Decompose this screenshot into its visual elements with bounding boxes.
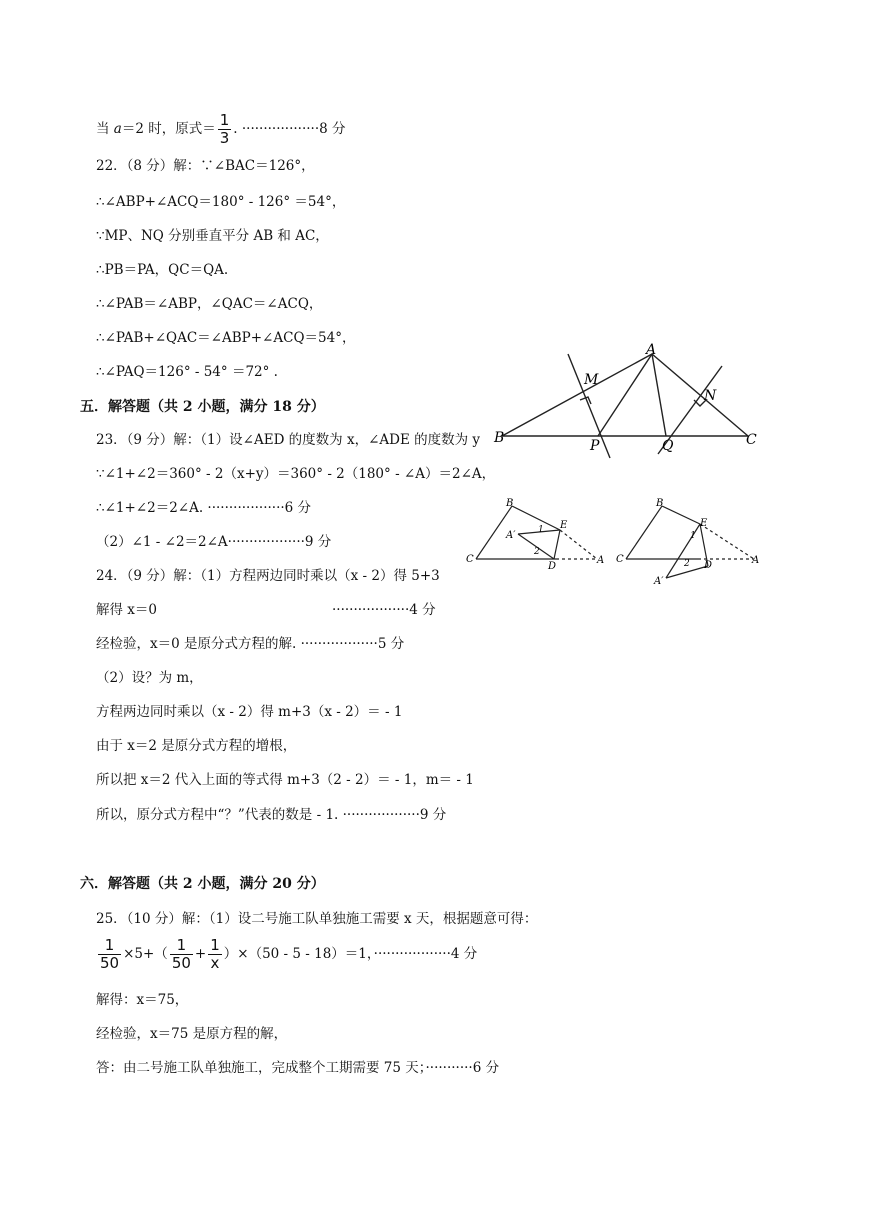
line-5: ∴PB＝PA，QC＝QA. bbox=[96, 262, 229, 278]
fig1-label-m: M bbox=[584, 372, 599, 388]
line-14: 解得 x＝0 bbox=[96, 602, 157, 618]
fig3-angle-1: 1 bbox=[690, 531, 696, 541]
fraction-1-50-b: $\frac{1}{50}$ bbox=[171, 936, 191, 972]
fig1-label-q: Q bbox=[662, 438, 674, 454]
fig3-label-d: D bbox=[704, 560, 713, 571]
line-25-heading: 25．（10 分）解：（1）设二号施工队单独施工需要 x 天，根据题意可得： bbox=[96, 911, 538, 927]
line-23: 解得：x＝75， bbox=[96, 992, 189, 1008]
fig2-label-a-prime: A′ bbox=[506, 530, 516, 541]
line-16: （2）设？为 m， bbox=[96, 670, 203, 686]
line-3: ∴∠ABP+∠ACQ＝180° ‐ 126° ＝54°， bbox=[96, 194, 346, 210]
fig3-label-c: C bbox=[616, 554, 624, 565]
line-24: 经检验，x＝75 是原方程的解， bbox=[96, 1026, 288, 1042]
fig2-label-b: B bbox=[506, 498, 514, 509]
fig1-label-n: N bbox=[704, 388, 717, 404]
fraction-1-x: $\frac{1}{x}$ bbox=[210, 936, 220, 972]
line-4: ∵MP、NQ 分别垂直平分 AB 和 AC， bbox=[96, 228, 329, 244]
section-6-heading: 六．解答题（共 2 小题，满分 20 分） bbox=[80, 876, 325, 892]
fig2-label-e: E bbox=[560, 520, 568, 531]
fig3-angle-2: 2 bbox=[684, 559, 690, 569]
line-25: 答：由二号施工队单独施工，完成整个工期需要 75 天；···········6 分 bbox=[96, 1060, 500, 1076]
fig1-label-a: A bbox=[646, 342, 657, 358]
fig3-label-e: E bbox=[700, 518, 708, 529]
section-5-heading: 五．解答题（共 2 小题，满分 18 分） bbox=[80, 399, 325, 415]
line-24-heading: 24．（9 分）解：（1）方程两边同时乘以（x ‐ 2）得 5+3 bbox=[96, 568, 440, 584]
figure-triangle-bisectors bbox=[480, 342, 780, 462]
fig2-label-c: C bbox=[466, 554, 474, 565]
line-11: ∴∠1+∠2＝2∠A. ··················6 分 bbox=[96, 500, 312, 516]
line-1: 当 a＝2 时，原式＝ $\frac{1}{3}$ . ··················8 分 bbox=[96, 111, 346, 147]
fig3-label-a-prime: A′ bbox=[654, 576, 664, 587]
line-15: 经检验，x＝0 是原分式方程的解. ··················5 分 bbox=[96, 636, 405, 652]
fig2-label-d: D bbox=[548, 561, 557, 572]
fig2-angle-1: 1 bbox=[538, 525, 544, 535]
line-20: 所以，原分式方程中“？”代表的数是 ‐ 1. ··················9 分 bbox=[96, 807, 447, 823]
line-12: （2）∠1 ‐ ∠2＝2∠A··················9 分 bbox=[96, 534, 332, 550]
figure-fold-inside bbox=[462, 496, 605, 576]
line-19: 所以把 x＝2 代入上面的等式得 m+3（2 ‐ 2）＝ ‐ 1，m＝ ‐ 1 bbox=[96, 772, 474, 788]
fig2-label-a: A bbox=[597, 555, 605, 566]
line-8: ∴∠PAQ＝126° ‐ 54° ＝72° . bbox=[96, 364, 278, 380]
line-22-heading: 22．（8 分）解：∵∠BAC＝126°， bbox=[96, 158, 315, 174]
figure-fold-outside bbox=[612, 496, 762, 588]
fig2-angle-2: 2 bbox=[534, 547, 540, 557]
fig1-label-b: B bbox=[494, 430, 505, 446]
line-17: 方程两边同时乘以（x ‐ 2）得 m+3（x ‐ 2）＝ ‐ 1 bbox=[96, 704, 403, 720]
line-equation: $\frac{1}{50}$ ×5+（ $\frac{1}{50}$ + $\frac{1}{x}$ ）×（50 ‐ 5 ‐ 18）＝1，··················4 分 bbox=[100, 936, 478, 972]
fig3-label-b: B bbox=[656, 498, 664, 509]
fraction-one-third: $\frac{1}{3}$ bbox=[219, 111, 230, 147]
line-6: ∴∠PAB＝∠ABP，∠QAC＝∠ACQ， bbox=[96, 296, 323, 312]
fig1-label-p: P bbox=[590, 438, 600, 454]
line-7: ∴∠PAB+∠QAC＝∠ABP+∠ACQ＝54°， bbox=[96, 330, 356, 346]
fraction-1-50-a: $\frac{1}{50}$ bbox=[100, 936, 120, 972]
line-10: ∵∠1+∠2＝360° ‐ 2（x+y）＝360° ‐ 2（180° ‐ ∠A）＝2∠A， bbox=[96, 466, 496, 482]
fig1-label-c: C bbox=[746, 432, 757, 448]
line-23-heading: 23．（9 分）解：（1）设∠AED 的度数为 x，∠ADE 的度数为 y， bbox=[96, 432, 494, 448]
line-14-dots: ··················4 分 bbox=[332, 602, 436, 618]
fig3-label-a: A bbox=[752, 555, 760, 566]
line-18: 由于 x＝2 是原分式方程的增根， bbox=[96, 738, 297, 754]
